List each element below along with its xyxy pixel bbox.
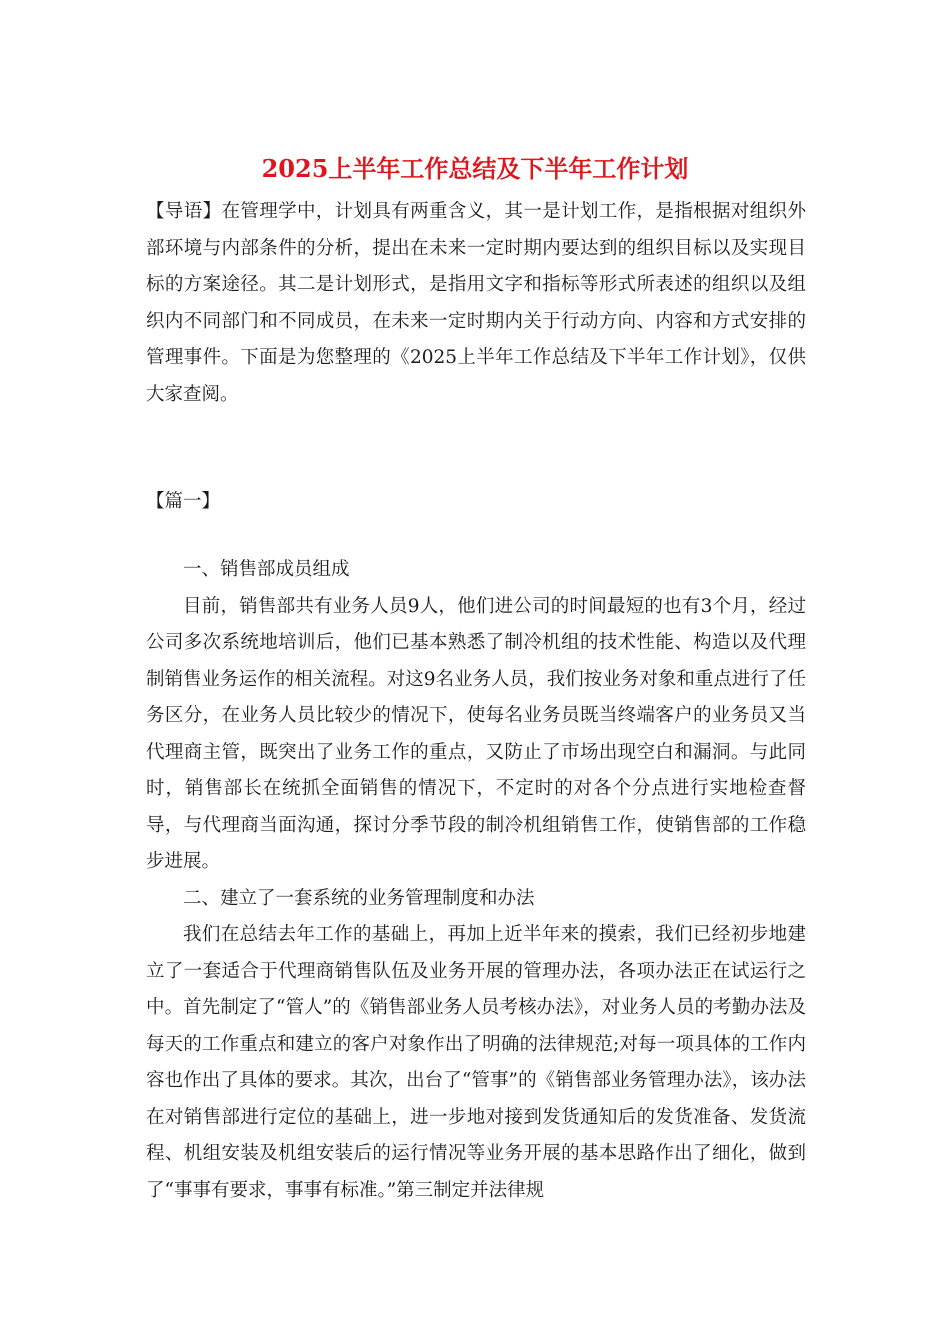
document-body <box>146 552 806 1209</box>
section-heading: 【篇一】 <box>146 491 221 512</box>
paragraph-sales-members: 目前，销售部共有业务人员9人，他们进公司的时间最短的也有3个月，经过公司多次系统地培训后，他们已基本熟悉了制冷机组的技术性能、构造以及代理制销售业务运作的相关流程。对这9名业务人员，我们按业务对象和重点进行了任务区分，在业务人员比较少的情况下，使每名业务员既当终端客户的业务员又当代理商主管，既突出了业务工作的重点，又防止了市场出现空白和漏洞。与此同时，销售部长在统抓全面销售的情况下，不定时的对各个分点进行实地检查督导，与代理商当面沟通，探讨分季节段的制冷机组销售工作，使销售部的工作稳步进展。 <box>146 595 806 872</box>
heading-sales-members: 一、销售部成员组成 <box>183 559 350 580</box>
paragraph-management-system: 我们在总结去年工作的基础上，再加上近半年来的摸索，我们已经初步地建立了一套适合于代理商销售队伍及业务开展的管理办法，各项办法正在试运行之中。首先制定了“管人”的《销售部业务人员考核办法》，对业务人员的考勤办法及每天的工作重点和建立的客户对象作出了明确的法律规范;对每一项具体的工作内容也作出了具体的要求。其次，出台了“管事”的《销售部业务管理办法》，该办法在对销售部进行定位的基础上，进一步地对接到发货通知后的发货准备、发货流程、机组安装及机组安装后的运行情况等业务开展的基本思路作出了细化，做到了“事事有要求，事事有标准。”第三制定并法律规 <box>146 924 806 1201</box>
intro-paragraph: 【导语】在管理学中，计划具有两重含义，其一是计划工作，是指根据对组织外部环境与内部条件的分析，提出在未来一定时期内要达到的组织目标以及实现目标的方案途径。其二是计划形式，是指用文字和指标等形式所表述的组织以及组织内不同部门和不同成员，在未来一定时期内关于行动方向、内容和方式安排的管理事件。下面是为您整理的《2025上半年工作总结及下半年工作计划》，仅供大家查阅。 <box>146 201 806 405</box>
document-title: 2025上半年工作总结及下半年工作计划 <box>261 154 689 183</box>
heading-management-system: 二、建立了一套系统的业务管理制度和办法 <box>183 887 535 909</box>
